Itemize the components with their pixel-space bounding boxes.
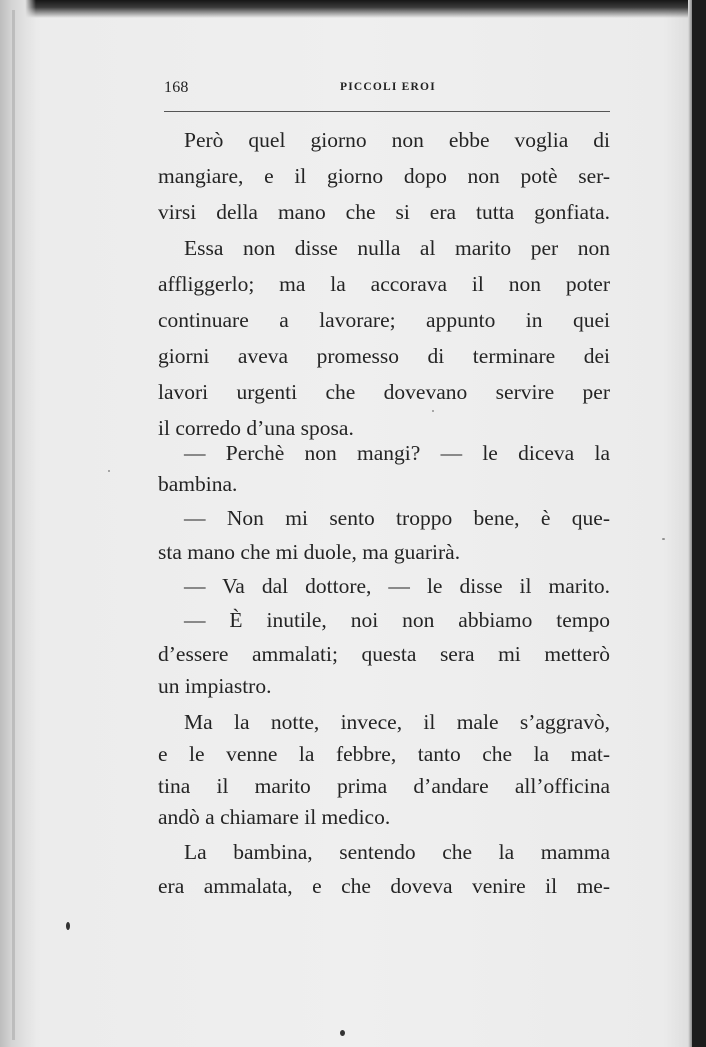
text-line: — Non mi sento troppo bene, è que- (184, 506, 610, 530)
left-page-edge (12, 10, 15, 1040)
text-line: era ammalata, e che doveva venire il me- (158, 874, 610, 898)
page-header (164, 79, 612, 101)
left-gutter-shadow (0, 0, 36, 1047)
text-line: mangiare, e il giorno dopo non potè ser- (158, 164, 610, 188)
text-line: Però quel giorno non ebbe voglia di (184, 128, 610, 152)
text-line: continuare a lavorare; appunto in quei (158, 308, 610, 332)
text-line: e le venne la febbre, tanto che la mat- (158, 742, 610, 766)
ink-speck (66, 922, 70, 930)
text-line: Essa non disse nulla al marito per non (184, 236, 610, 260)
text-line: — È inutile, noi non abbiamo tempo (184, 608, 610, 632)
text-line: — Va dal dottore, — le disse il marito. (184, 574, 610, 598)
text-line: — Perchè non mangi? — le diceva la (184, 441, 610, 465)
ink-speck (662, 538, 665, 540)
text-line: La bambina, sentendo che la mamma (184, 840, 610, 864)
text-line: tina il marito prima d’andare all’officina (158, 774, 610, 798)
text-line: un impiastro. (158, 674, 272, 698)
ink-speck (432, 410, 434, 412)
right-scan-border (692, 0, 706, 1047)
text-line: giorni aveva promesso di terminare dei (158, 344, 610, 368)
text-line: affliggerlo; ma la accorava il non poter (158, 272, 610, 296)
running-title: PICCOLI EROI (340, 81, 436, 93)
text-line: virsi della mano che si era tutta gonfiata. (158, 200, 610, 224)
text-line: d’essere ammalati; questa sera mi metterò (158, 642, 610, 666)
text-line: Ma la notte, invece, il male s’aggravò, (184, 710, 610, 734)
text-line: andò a chiamare il medico. (158, 805, 391, 829)
top-scan-shadow (0, 0, 706, 18)
text-line: sta mano che mi duole, ma guarirà. (158, 540, 461, 564)
text-line: bambina. (158, 472, 238, 496)
page-number: 168 (164, 79, 189, 96)
text-line: il corredo d’una sposa. (158, 416, 354, 440)
ink-speck (340, 1030, 345, 1036)
text-line: lavori urgenti che dovevano servire per (158, 380, 610, 404)
ink-speck (108, 470, 110, 472)
header-rule (164, 111, 610, 112)
